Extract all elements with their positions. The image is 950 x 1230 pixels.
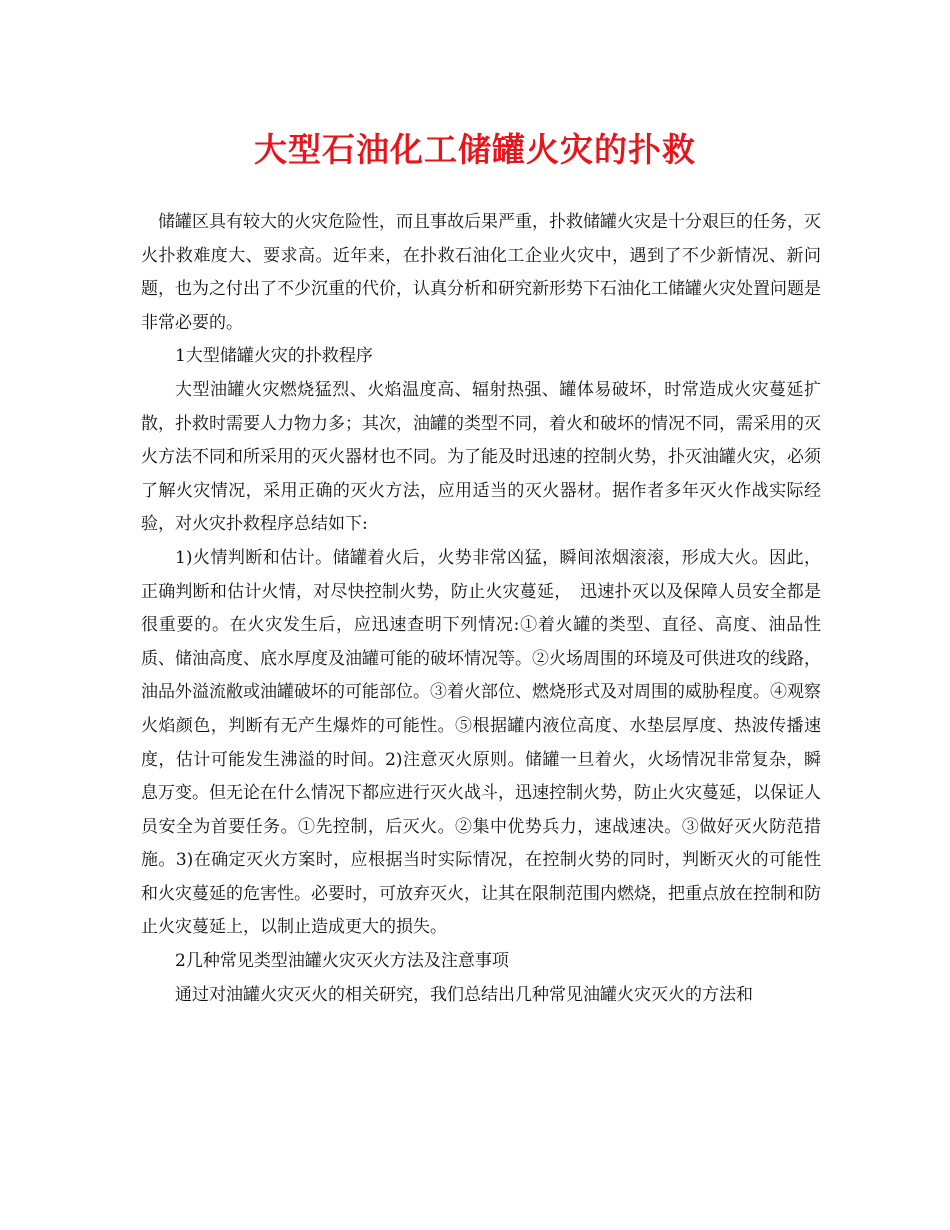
body-paragraph: 大型油罐火灾燃烧猛烈、火焰温度高、辐射热强、罐体易破坏，时常造成火灾蔓延扩散，扑救时需要人力物力多；其次，油罐的类型不同，着火和破坏的情况不同，需采用的灭火方法不同和所采用的灭火器材也不同。为了能及时迅速的控制火势，扑灭油罐火灾，必须了解火灾情况，采用正确的灭火方法，应用适当的灭火器材。据作者多年灭火作战实际经验，对火灾扑救程序总结如下: [141, 379, 821, 535]
intro-paragraph: 储罐区具有较大的火灾危险性，而且事故后果严重，扑救储罐火灾是十分艰巨的任务，灭火扑救难度大、要求高。近年来，在扑救石油化工企业火灾中，遇到了不少新情况、新问题，也为之付出了不少沉重的代价，认真分析和研究新形势下石油化工储罐火灾处置问题是非常必要的。 [141, 212, 821, 333]
body-paragraph: 1)火情判断和估计。储罐着火后，火势非常凶猛，瞬间浓烟滚滚，形成大火。因此，正确判断和估计火情，对尽快控制火势，防止火灾蔓延， 迅速扑灭以及保障人员安全都是很重要的。在火灾发生后，应迅速查明下列情况:①着火罐的类型、直径、高度、油品性质、储油高度、底水厚度及油罐可能的破坏情况等。②火场周围的环境及可供进攻的线路，油品外溢流敝或油罐破坏的可能部位。③着火部位、燃烧形式及对周围的威胁程度。④观察火焰颜色，判断有无产生爆炸的可能性。⑤根据罐内液位高度、水垫层厚度、热波传播速度，估计可能发生沸溢的时间。2)注意灭火原则。储罐一旦着火，火场情况非常复杂，瞬息万变。但无论在什么情况下都应进行灭火战斗，迅速控制火势，防止火灾蔓延，以保证人员安全为首要任务。①先控制，后灭火。②集中优势兵力，速战速决。③做好灭火防范措施。3)在确定灭火方案时，应根据当时实际情况，在控制火势的同时，判断灭火的可能性和火灾蔓延的危害性。必要时，可放弃灭火，让其在限制范围内燃烧，把重点放在控制和防止火灾蔓延上，以制止造成更大的损失。 [141, 547, 821, 938]
body-paragraph: 通过对油罐火灾灭火的相关研究，我们总结出几种常见油罐火灾灭火的方法和 [175, 984, 753, 1005]
document-body [141, 206, 821, 1012]
section-heading-2: 2几种常见类型油罐火灾灭火方法及注意事项 [175, 951, 509, 972]
document-title: 大型石油化工储罐火灾的扑救 [254, 130, 696, 169]
section-heading-1: 1大型储罐火灾的扑救程序 [175, 346, 373, 367]
